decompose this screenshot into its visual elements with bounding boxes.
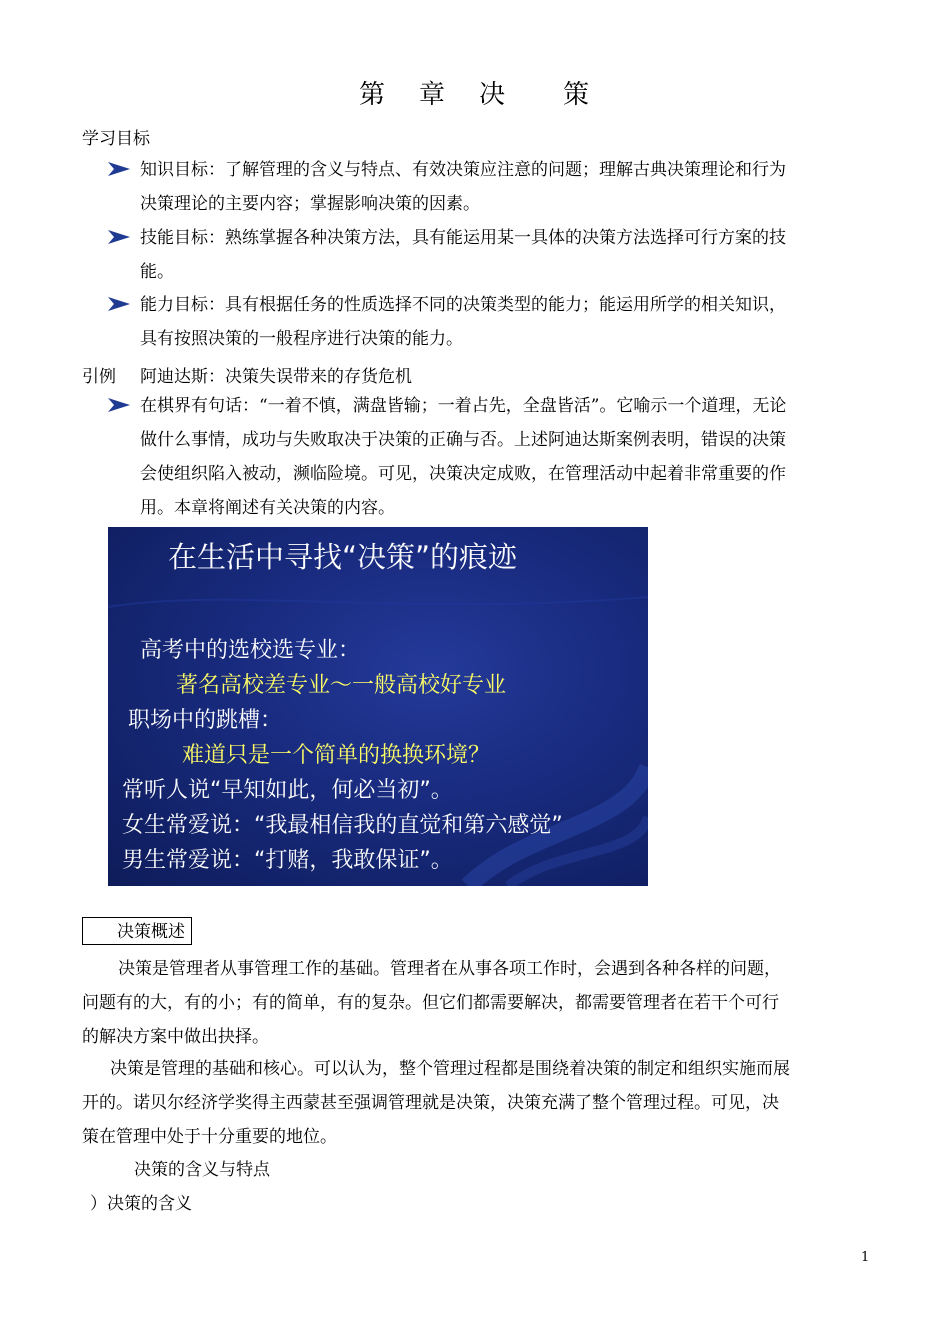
case-line: 在棋界有句话：“一着不慎，满盘皆输；一着占先，全盘皆活”。它喻示一个道理，无论 bbox=[140, 396, 787, 416]
paragraph-line: 问题有的大，有的小；有的简单，有的复杂。但它们都需要解决，都需要管理者在若干个可行 bbox=[82, 993, 779, 1013]
subheading-meaning: ）决策的含义 bbox=[90, 1194, 192, 1214]
objective-line: 决策理论的主要内容；掌握影响决策的因素。 bbox=[140, 194, 480, 214]
arrow-bullet-icon bbox=[108, 297, 130, 311]
objective-line: 能力目标：具有根据任务的性质选择不同的决策类型的能力；能运用所学的相关知识， bbox=[140, 295, 786, 315]
case-label: 引例 bbox=[82, 367, 116, 387]
slide-line: 高考中的选校选专业： bbox=[140, 638, 361, 663]
paragraph-line: 开的。诺贝尔经济学奖得主西蒙甚至强调管理就是决策，决策充满了整个管理过程。可见，决 bbox=[82, 1093, 779, 1113]
title-char: 决 bbox=[479, 80, 508, 110]
slide-title: 在生活中寻找“决策”的痕迹 bbox=[168, 540, 518, 574]
arrow-bullet-icon bbox=[108, 230, 130, 244]
slide-line: 女生常爱说：“我最相信我的直觉和第六感觉” bbox=[122, 813, 563, 838]
objective-item-skill bbox=[108, 221, 873, 289]
subheading-meaning-features: 决策的含义与特点 bbox=[134, 1160, 270, 1180]
paragraph-line: 的解决方案中做出抉择。 bbox=[82, 1027, 269, 1047]
objective-line: 具有按照决策的一般程序进行决策的能力。 bbox=[140, 329, 463, 349]
title-char: 第 bbox=[358, 80, 387, 110]
page-title bbox=[0, 74, 950, 111]
slide-line: 职场中的跳槽： bbox=[128, 708, 283, 733]
slide-line-highlight: 难道只是一个简单的换换环境？ bbox=[182, 743, 491, 768]
slide-line: 男生常爱说：“打赌，我敢保证”。 bbox=[122, 848, 453, 873]
title-char: 章 bbox=[418, 80, 447, 110]
paragraph-line: 策在管理中处于十分重要的地位。 bbox=[82, 1127, 337, 1147]
paragraph-line: 决策是管理的基础和核心。可以认为，整个管理过程都是围绕着决策的制定和组织实施而展 bbox=[110, 1059, 790, 1079]
slide-line: 常听人说“早知如此，何必当初”。 bbox=[122, 778, 453, 803]
objective-item-knowledge bbox=[108, 153, 873, 221]
objectives-heading: 学习目标 bbox=[82, 129, 150, 149]
case-line: 会使组织陷入被动，濒临险境。可见，决策决定成败，在管理活动中起着非常重要的作 bbox=[140, 464, 786, 484]
case-line: 做什么事情，成功与失败取决于决策的正确与否。上述阿迪达斯案例表明，错误的决策 bbox=[140, 430, 786, 450]
slide-line-highlight: 著名高校差专业～一般高校好专业 bbox=[176, 673, 507, 698]
objective-line: 技能目标：熟练掌握各种决策方法，具有能运用某一具体的决策方法选择可行方案的技 bbox=[140, 228, 786, 248]
section-paragraph-2 bbox=[82, 1052, 872, 1154]
paragraph-line: 决策是管理者从事管理工作的基础。管理者在从事各项工作时，会遇到各种各样的问题， bbox=[118, 959, 781, 979]
title-char: 策 bbox=[563, 80, 592, 110]
objective-line: 知识目标：了解管理的含义与特点、有效决策应注意的问题；理解古典决策理论和行为 bbox=[140, 160, 786, 180]
section-heading: 决策概述 bbox=[82, 917, 192, 945]
case-discussion bbox=[108, 389, 873, 525]
page-number: 1 bbox=[861, 1250, 870, 1265]
decision-slide-image bbox=[108, 527, 648, 886]
objective-item-ability bbox=[108, 288, 873, 356]
case-title: 阿迪达斯：决策失误带来的存货危机 bbox=[140, 367, 412, 387]
objective-line: 能。 bbox=[140, 262, 174, 282]
arrow-bullet-icon bbox=[108, 162, 130, 176]
case-line: 用。本章将阐述有关决策的内容。 bbox=[140, 498, 395, 518]
section-paragraph-1 bbox=[82, 952, 872, 1054]
arrow-bullet-icon bbox=[108, 398, 130, 412]
